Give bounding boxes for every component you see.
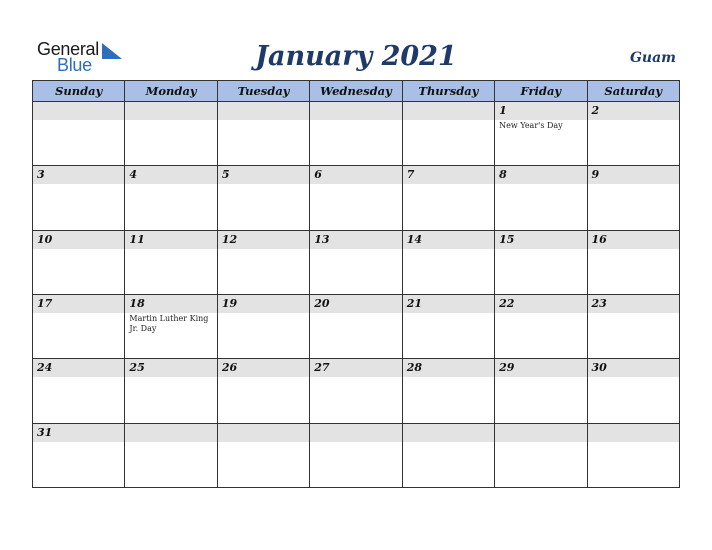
day-number-band [403, 295, 494, 313]
day-number-band [125, 295, 216, 313]
day-cell[interactable] [309, 359, 401, 422]
day-number-band [588, 295, 679, 313]
day-number-band [33, 102, 124, 120]
day-cell[interactable] [33, 359, 124, 422]
day-number-band [33, 295, 124, 313]
day-number: 14 [406, 232, 422, 246]
week-row [33, 230, 679, 294]
day-cell[interactable] [402, 102, 494, 165]
day-number-band [310, 295, 401, 313]
day-number: 1 [499, 104, 507, 117]
day-cell[interactable] [124, 295, 216, 358]
day-cell[interactable] [124, 424, 216, 487]
day-number-band [403, 102, 494, 120]
day-cell[interactable] [587, 359, 679, 422]
day-number: 28 [406, 361, 422, 375]
day-cell[interactable] [494, 166, 586, 229]
week-row [33, 102, 679, 165]
day-cell[interactable] [309, 295, 401, 358]
day-cell[interactable] [217, 424, 309, 487]
day-number: 31 [37, 425, 53, 439]
day-number-band [588, 359, 679, 377]
day-number-band [218, 295, 309, 313]
day-cell[interactable] [309, 102, 401, 165]
day-number: 9 [591, 168, 600, 182]
holiday-label: New Year's Day [499, 121, 563, 130]
day-number-band [218, 231, 309, 249]
weekday-friday: Friday [494, 81, 586, 101]
day-cell[interactable] [494, 231, 586, 294]
day-number-band [588, 102, 679, 120]
holiday-label: Martin Luther King Jr. Day [129, 313, 209, 333]
day-number: 8 [499, 168, 507, 182]
day-number: 3 [37, 168, 45, 182]
day-number-band [218, 102, 309, 120]
day-number-band [218, 166, 309, 184]
day-cell[interactable] [402, 231, 494, 294]
day-number-band [588, 231, 679, 249]
weekday-monday: Monday [124, 81, 216, 101]
day-cell[interactable] [124, 166, 216, 229]
day-cell[interactable] [402, 359, 494, 422]
day-number: 29 [499, 361, 515, 375]
logo-text-blue: Blue [57, 55, 92, 75]
day-number: 13 [314, 232, 330, 246]
day-cell[interactable] [124, 359, 216, 422]
day-number: 5 [221, 168, 230, 182]
day-cell[interactable] [217, 295, 309, 358]
day-cell[interactable] [309, 424, 401, 487]
day-number-band [310, 424, 401, 442]
day-number-band [310, 102, 401, 120]
logo-text-general: General [37, 39, 99, 59]
calendar-grid [32, 80, 680, 488]
day-number: 22 [499, 296, 515, 310]
day-number-band [403, 359, 494, 377]
day-cell[interactable] [124, 102, 216, 165]
day-number-band [33, 231, 124, 249]
day-cell[interactable] [33, 231, 124, 294]
day-number-band [495, 359, 586, 377]
day-cell[interactable] [402, 295, 494, 358]
day-number: 27 [314, 361, 330, 375]
day-cell[interactable] [494, 295, 586, 358]
day-number-band [218, 424, 309, 442]
day-number: 26 [221, 361, 238, 375]
day-number-band [403, 166, 494, 184]
day-number-band [403, 231, 494, 249]
day-number-band [218, 359, 309, 377]
day-number-band [495, 102, 586, 120]
day-cell[interactable] [309, 166, 401, 229]
day-number-band [403, 424, 494, 442]
day-number-band [125, 359, 216, 377]
day-number-band [33, 424, 124, 442]
week-row [33, 423, 679, 487]
day-number-band [310, 359, 401, 377]
weekday-sunday: Sunday [55, 84, 103, 98]
day-number-band [495, 166, 586, 184]
day-cell[interactable] [33, 424, 124, 487]
day-number: 11 [129, 232, 145, 246]
day-number-band [125, 102, 216, 120]
day-number: 12 [221, 232, 238, 246]
weekday-header-row [33, 81, 679, 102]
week-row [33, 294, 679, 358]
day-cell[interactable] [402, 424, 494, 487]
day-cell[interactable] [494, 359, 586, 422]
day-number: 2 [591, 104, 600, 117]
weekday-wednesday: Wednesday [309, 81, 401, 101]
day-cell[interactable] [33, 295, 124, 358]
day-cell[interactable] [217, 102, 309, 165]
weekday-tuesday: Tuesday [217, 81, 309, 101]
day-cell[interactable] [33, 166, 124, 229]
day-number: 30 [591, 361, 607, 375]
day-cell[interactable] [309, 231, 401, 294]
day-number-band [588, 166, 679, 184]
day-number-band [495, 295, 586, 313]
country-label: Guam [629, 50, 676, 66]
day-number: 7 [406, 168, 415, 182]
day-number: 16 [591, 232, 607, 246]
day-number: 4 [129, 168, 138, 182]
day-number-band [588, 424, 679, 442]
day-number: 17 [37, 296, 53, 310]
day-number: 10 [37, 232, 53, 246]
day-cell[interactable] [217, 166, 309, 229]
day-cell[interactable] [217, 231, 309, 294]
day-cell[interactable] [33, 102, 124, 165]
day-number: 24 [37, 361, 53, 375]
day-cell[interactable] [587, 102, 679, 165]
day-cell[interactable] [587, 231, 679, 294]
day-number-band [310, 166, 401, 184]
day-number-band [125, 424, 216, 442]
calendar-weeks [33, 102, 679, 487]
day-number-band [495, 424, 586, 442]
day-cell[interactable] [494, 424, 586, 487]
day-number: 23 [591, 296, 607, 310]
day-number-band [310, 231, 401, 249]
day-number: 6 [314, 168, 322, 182]
day-cell[interactable] [587, 424, 679, 487]
weekday-saturday: Saturday [587, 81, 679, 101]
day-number-band [125, 166, 216, 184]
day-number-band [33, 359, 124, 377]
day-number: 15 [499, 232, 515, 246]
day-number: 20 [314, 296, 330, 310]
day-cell[interactable] [587, 166, 679, 229]
day-cell[interactable] [494, 102, 586, 165]
week-row [33, 358, 679, 422]
day-cell[interactable] [124, 231, 216, 294]
weekday-thursday: Thursday [402, 81, 494, 101]
day-number: 19 [221, 296, 238, 310]
day-number-band [125, 231, 216, 249]
day-cell[interactable] [587, 295, 679, 358]
calendar-title: January 2021 [255, 41, 457, 72]
day-number: 18 [129, 296, 145, 310]
day-cell[interactable] [402, 166, 494, 229]
day-number: 21 [406, 296, 422, 310]
day-number-band [495, 231, 586, 249]
week-row [33, 165, 679, 229]
day-cell[interactable] [217, 359, 309, 422]
day-number-band [33, 166, 124, 184]
day-number: 25 [129, 361, 145, 375]
